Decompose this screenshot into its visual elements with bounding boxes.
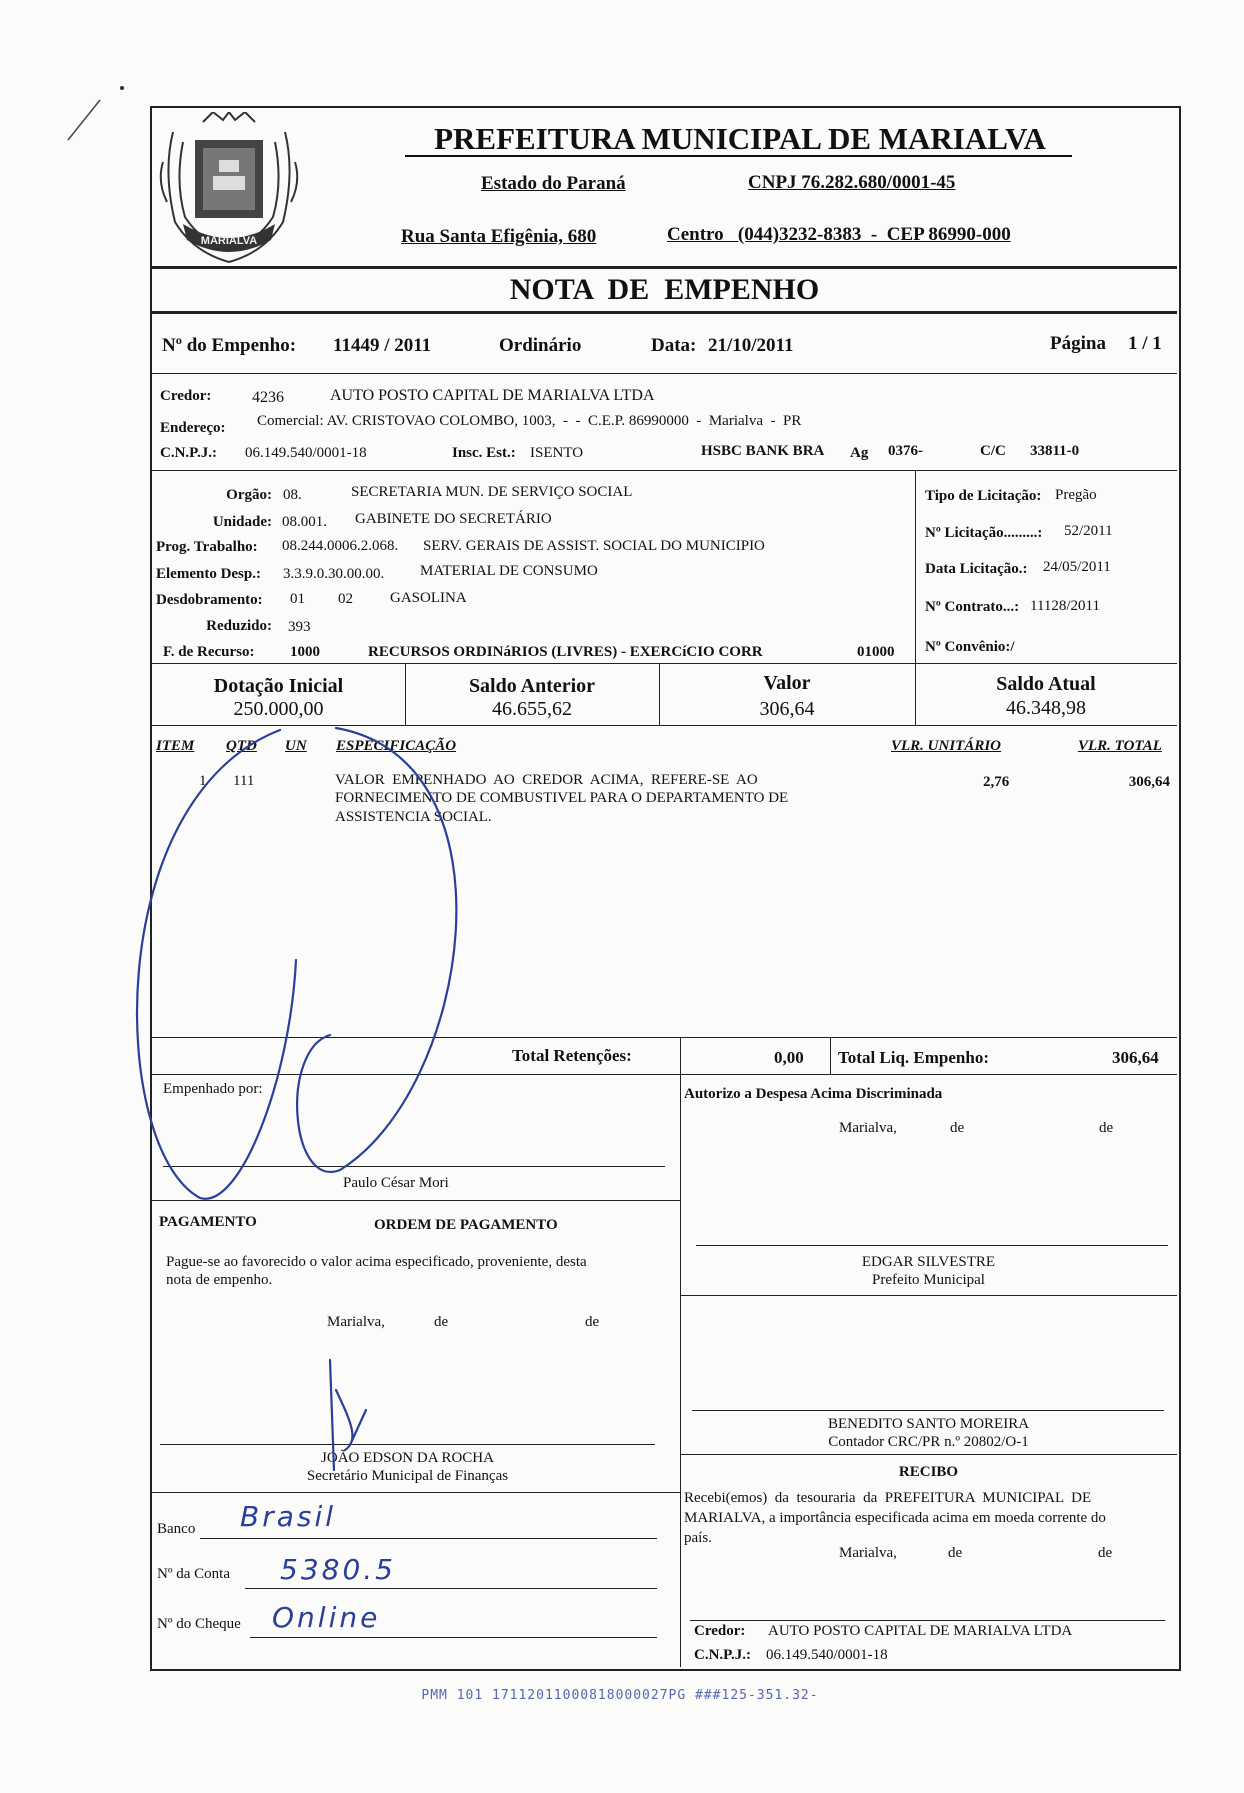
pagamento-de-2: de bbox=[585, 1314, 600, 1330]
licitacao-number-label: Nº Licitação.........: bbox=[925, 525, 1043, 541]
address-street: Rua Santa Efigênia, 680 bbox=[401, 226, 597, 247]
contador-role: Contador CRC/PR n.º 20802/O-1 bbox=[828, 1434, 1029, 1450]
reduzido-label: Reduzido: bbox=[206, 618, 272, 634]
credor-name: AUTO POSTO CAPITAL DE MARIALVA LTDA bbox=[330, 387, 655, 404]
elemento-name: MATERIAL DE CONSUMO bbox=[420, 563, 598, 579]
recibo-credor-label: Credor: bbox=[694, 1623, 746, 1639]
reduzido-value: 393 bbox=[288, 619, 311, 635]
recibo-credor-name: AUTO POSTO CAPITAL DE MARIALVA LTDA bbox=[768, 1623, 1073, 1639]
page-number: 1 / 1 bbox=[1128, 333, 1162, 354]
insc-label: Insc. Est.: bbox=[452, 445, 516, 461]
contrato-value: 11128/2011 bbox=[1030, 598, 1100, 614]
empenho-type: Ordinário bbox=[499, 335, 582, 356]
pagamento-text-line2: nota de empenho. bbox=[166, 1272, 273, 1288]
empenho-date: 21/10/2011 bbox=[708, 335, 794, 356]
prefeito-name: EDGAR SILVESTRE bbox=[861, 1254, 996, 1270]
saldo-anterior-value: 46.655,62 bbox=[492, 698, 572, 720]
col-vlr-total: VLR. TOTAL bbox=[1078, 738, 1162, 754]
recibo-text-line2: MARIALVA, a importância especificada acima em moeda corrente do bbox=[684, 1510, 1106, 1526]
account-value: 33811-0 bbox=[1030, 443, 1080, 459]
autorizo-city: Marialva, bbox=[839, 1120, 897, 1136]
signature-paulo-icon bbox=[297, 728, 456, 1172]
col-qtd: QTD bbox=[226, 738, 257, 754]
ordem-pagamento-label: ORDEM DE PAGAMENTO bbox=[374, 1217, 558, 1233]
desdobramento-a: 01 bbox=[290, 591, 305, 607]
pagamento-de-1: de bbox=[434, 1314, 449, 1330]
recibo-label: RECIBO bbox=[898, 1464, 959, 1480]
contrato-label: Nº Contrato...: bbox=[925, 599, 1020, 615]
recurso-number: 01000 bbox=[857, 644, 895, 660]
recibo-text-line3: país. bbox=[684, 1530, 712, 1546]
col-especificacao: ESPECIFICAÇÃO bbox=[336, 738, 457, 754]
autorizo-de-2: de bbox=[1099, 1120, 1114, 1136]
valor-value: 306,64 bbox=[759, 698, 815, 720]
bank-name: HSBC BANK BRA bbox=[701, 443, 825, 459]
recibo-text-line1: Recebi(emos) da tesouraria da PREFEITURA MUNICIPAL DE bbox=[684, 1490, 1092, 1506]
saldo-anterior-label: Saldo Anterior bbox=[468, 675, 596, 697]
banco-handwritten: Brasil bbox=[240, 1500, 337, 1533]
desdobramento-name: GASOLINA bbox=[390, 590, 467, 606]
empenho-date-label: Data: bbox=[651, 335, 697, 356]
autorizo-de-1: de bbox=[950, 1120, 965, 1136]
cheque-label: Nº do Cheque bbox=[157, 1616, 241, 1632]
item-unit-price: 2,76 bbox=[983, 774, 1010, 790]
saldo-atual-label: Saldo Atual bbox=[996, 673, 1096, 695]
secretario-name: JOÃO EDSON DA ROCHA bbox=[321, 1450, 494, 1466]
credor-code: 4236 bbox=[252, 389, 284, 406]
recibo-cnpj: 06.149.540/0001-18 bbox=[766, 1647, 888, 1663]
footer-stamp: PMM 101 17112011000818000027PG ###125-351.32- bbox=[421, 1688, 819, 1703]
unidade-name: GABINETE DO SECRETÁRIO bbox=[355, 511, 552, 527]
credor-label: Credor: bbox=[160, 388, 212, 404]
unidade-code: 08.001. bbox=[282, 514, 327, 530]
orgao-name: SECRETARIA MUN. DE SERVIÇO SOCIAL bbox=[351, 484, 633, 500]
signature-joao-icon bbox=[330, 1360, 366, 1470]
credor-cnpj: 06.149.540/0001-18 bbox=[245, 445, 367, 461]
item-total: 306,64 bbox=[1128, 774, 1170, 790]
pagamento-city: Marialva, bbox=[327, 1314, 385, 1330]
pagamento-text-line1: Pague-se ao favorecido o valor acima especificado, proveniente, desta bbox=[166, 1254, 587, 1270]
endereco-label: Endereço: bbox=[160, 420, 226, 436]
pagamento-label: PAGAMENTO bbox=[159, 1214, 257, 1230]
scan-mark-icon bbox=[60, 80, 140, 160]
licitacao-type-label: Tipo de Licitação: bbox=[925, 488, 1042, 504]
retencoes-value: 0,00 bbox=[774, 1048, 804, 1067]
state-label: Estado do Paraná bbox=[481, 173, 626, 194]
licitacao-number: 52/2011 bbox=[1064, 523, 1113, 539]
valor-label: Valor bbox=[763, 672, 811, 694]
col-un: UN bbox=[285, 738, 307, 754]
autorizo-label: Autorizo a Despesa Acima Discriminada bbox=[684, 1086, 943, 1102]
recibo-cnpj-label: C.N.P.J.: bbox=[694, 1647, 751, 1663]
prog-name: SERV. GERAIS DE ASSIST. SOCIAL DO MUNICIPIO bbox=[423, 538, 765, 554]
item-spec-line1: VALOR EMPENHADO AO CREDOR ACIMA, REFERE-SE AO bbox=[335, 772, 758, 788]
elemento-label: Elemento Desp.: bbox=[156, 566, 261, 582]
empenho-number-label: Nº do Empenho: bbox=[162, 335, 297, 356]
contador-name: BENEDITO SANTO MOREIRA bbox=[827, 1416, 1030, 1432]
item-spec-line3: ASSISTENCIA SOCIAL. bbox=[335, 809, 492, 825]
dotacao-inicial-value: 250.000,00 bbox=[233, 698, 324, 720]
agency-value: 0376- bbox=[888, 443, 923, 459]
item-spec-line2: FORNECIMENTO DE COMBUSTIVEL PARA O DEPARTAMENTO DE bbox=[335, 790, 789, 806]
orgao-label: Orgão: bbox=[226, 487, 272, 503]
licitacao-date: 24/05/2011 bbox=[1043, 559, 1111, 575]
orgao-code: 08. bbox=[283, 487, 302, 503]
convenio-label: Nº Convênio:/ bbox=[925, 639, 1015, 655]
item-qtd: 111 bbox=[233, 773, 255, 789]
page-title: PREFEITURA MUNICIPAL DE MARIALVA bbox=[434, 121, 1046, 156]
conta-label: Nº da Conta bbox=[157, 1566, 230, 1582]
desdobramento-b: 02 bbox=[338, 591, 353, 607]
retencoes-label: Total Retenções: bbox=[512, 1046, 632, 1065]
address-rest: Centro (044)3232-8383 - CEP 86990-000 bbox=[667, 224, 1011, 245]
doc-title: NOTA DE EMPENHO bbox=[509, 273, 820, 306]
prefeito-role: Prefeito Municipal bbox=[872, 1272, 985, 1288]
secretario-role: Secretário Municipal de Finanças bbox=[306, 1468, 509, 1484]
prog-label: Prog. Trabalho: bbox=[156, 539, 258, 555]
saldo-atual-value: 46.348,98 bbox=[1006, 697, 1086, 719]
licitacao-date-label: Data Licitação.: bbox=[925, 561, 1028, 577]
insc-value: ISENTO bbox=[530, 445, 584, 461]
licitacao-type: Pregão bbox=[1055, 487, 1097, 503]
cnpj-label: C.N.P.J.: bbox=[160, 445, 217, 461]
dotacao-inicial-label: Dotação Inicial bbox=[213, 675, 344, 697]
recibo-de-2: de bbox=[1098, 1545, 1113, 1561]
item-number: 1 bbox=[199, 773, 207, 789]
cheque-handwritten: Online bbox=[272, 1601, 381, 1634]
account-label: C/C bbox=[980, 443, 1006, 459]
empenhado-por-label: Empenhado por: bbox=[163, 1081, 263, 1097]
cnpj-header: CNPJ 76.282.680/0001-45 bbox=[748, 172, 956, 193]
recibo-de-1: de bbox=[948, 1545, 963, 1561]
conta-handwritten: 5380.5 bbox=[280, 1553, 396, 1586]
empenhado-por-name: Paulo César Mori bbox=[343, 1175, 449, 1191]
col-item: ITEM bbox=[156, 738, 195, 754]
recurso-name: RECURSOS ORDINáRIOS (LIVRES) - EXERCíCIO CORR bbox=[368, 644, 763, 660]
desdobramento-label: Desdobramento: bbox=[156, 592, 263, 608]
empenho-number: 11449 / 2011 bbox=[333, 335, 432, 356]
col-vlr-unitario: VLR. UNITÁRIO bbox=[891, 738, 1002, 754]
prog-code: 08.244.0006.2.068. bbox=[282, 538, 399, 554]
recibo-city: Marialva, bbox=[839, 1545, 897, 1561]
total-liquido-value: 306,64 bbox=[1112, 1048, 1159, 1067]
recurso-code: 1000 bbox=[290, 644, 320, 660]
endereco-value: Comercial: AV. CRISTOVAO COLOMBO, 1003, - - C.E.P. 86990000 - Marialva - PR bbox=[257, 413, 802, 429]
recurso-label: F. de Recurso: bbox=[163, 644, 255, 660]
total-liquido-label: Total Liq. Empenho: bbox=[838, 1048, 989, 1067]
banco-label: Banco bbox=[157, 1521, 196, 1537]
signature-loop-icon bbox=[137, 730, 296, 1199]
unidade-label: Unidade: bbox=[212, 514, 272, 530]
page-label: Página bbox=[1050, 333, 1106, 354]
agency-label: Ag bbox=[850, 445, 869, 461]
coat-of-arms-text: MARIALVA bbox=[200, 235, 258, 247]
elemento-code: 3.3.9.0.30.00.00. bbox=[283, 566, 385, 582]
